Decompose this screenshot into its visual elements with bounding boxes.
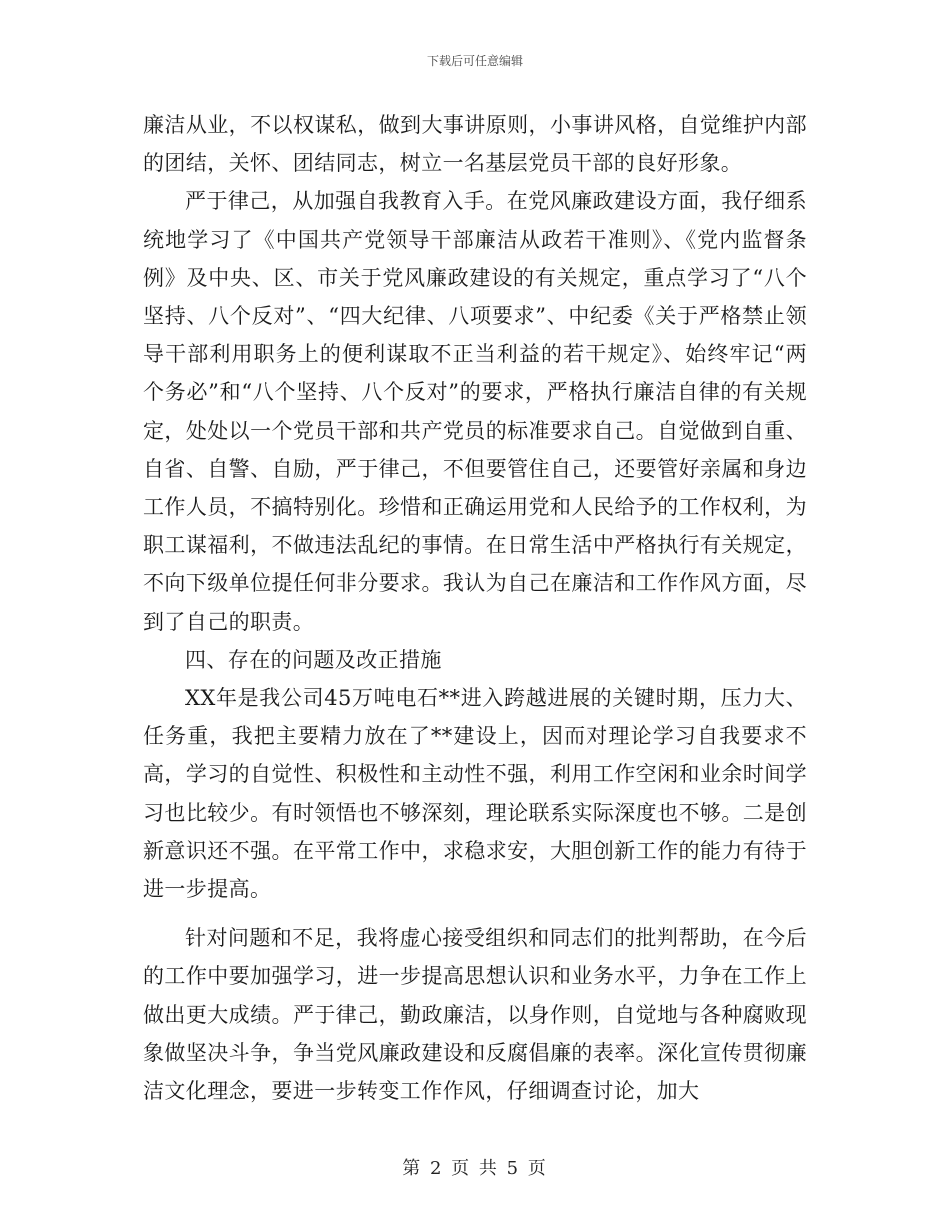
- document-body: [143, 106, 807, 1110]
- paragraph-self-discipline: 严于律己，从加强自我教育入手。在党风廉政建设方面，我仔细系统地学习了《中国共产党领导干部廉洁从政若干准则》、《党内监督条例》及中央、区、市关于党风廉政建设的有关规定，重点学习了“八个坚持、八个反对”、“四大纪律、八项要求”、中纪委《关于严格禁止领导干部利用职务上的便利谋取不正当利益的若干规定》、始终牢记“两个务必”和“八个坚持、八个反对”的要求，严格执行廉洁自律的有关规定，处处以一个党员干部和共产党员的标准要求自己。自觉做到自重、自省、自警、自励，严于律己，不但要管住自己，还要管好亲属和身边工作人员，不搞特别化。珍惜和正确运用党和人民给予的工作权利，为职工谋福利，不做违法乱纪的事情。在日常生活中严格执行有关规定，不向下级单位提任何非分要求。我认为自己在廉洁和工作作风方面，尽到了自己的职责。: [143, 189, 807, 634]
- paragraph-measures: 针对问题和不足，我将虚心接受组织和同志们的批判帮助，在今后的工作中要加强学习，进一步提高思想认识和业务水平，力争在工作上做出更大成绩。严于律己，勤政廉洁，以身作则，自觉地与各种腐败现象做坚决斗争，争当党风廉政建设和反腐倡廉的表率。深化宣传贯彻廉洁文化理念，要进一步转变工作作风，仔细调查讨论，加大: [143, 926, 807, 1104]
- page-header: 下载后可任意编辑: [426, 54, 523, 68]
- paragraph-continuation: 廉洁从业，不以权谋私，做到大事讲原则，小事讲风格，自觉维护内部的团结，关怀、团结同志，树立一名基层党员干部的良好形象。: [143, 113, 807, 176]
- page-number: 第 2 页 共 5 页: [402, 1158, 548, 1179]
- section-heading: 四、存在的问题及改正措施: [185, 647, 442, 672]
- paragraph-problems: XX年是我公司45万吨电石**进入跨越进展的关键时期，压力大、任务重，我把主要精力放在了**建设上，因而对理论学习自我要求不高，学习的自觉性、积极性和主动性不强，利用工作空闲和业余时间学习也比较少。有时领悟也不够深刻，理论联系实际深度也不够。二是创新意识还不强。在平常工作中，求稳求安，大胆创新工作的能力有待于进一步提高。: [143, 686, 807, 902]
